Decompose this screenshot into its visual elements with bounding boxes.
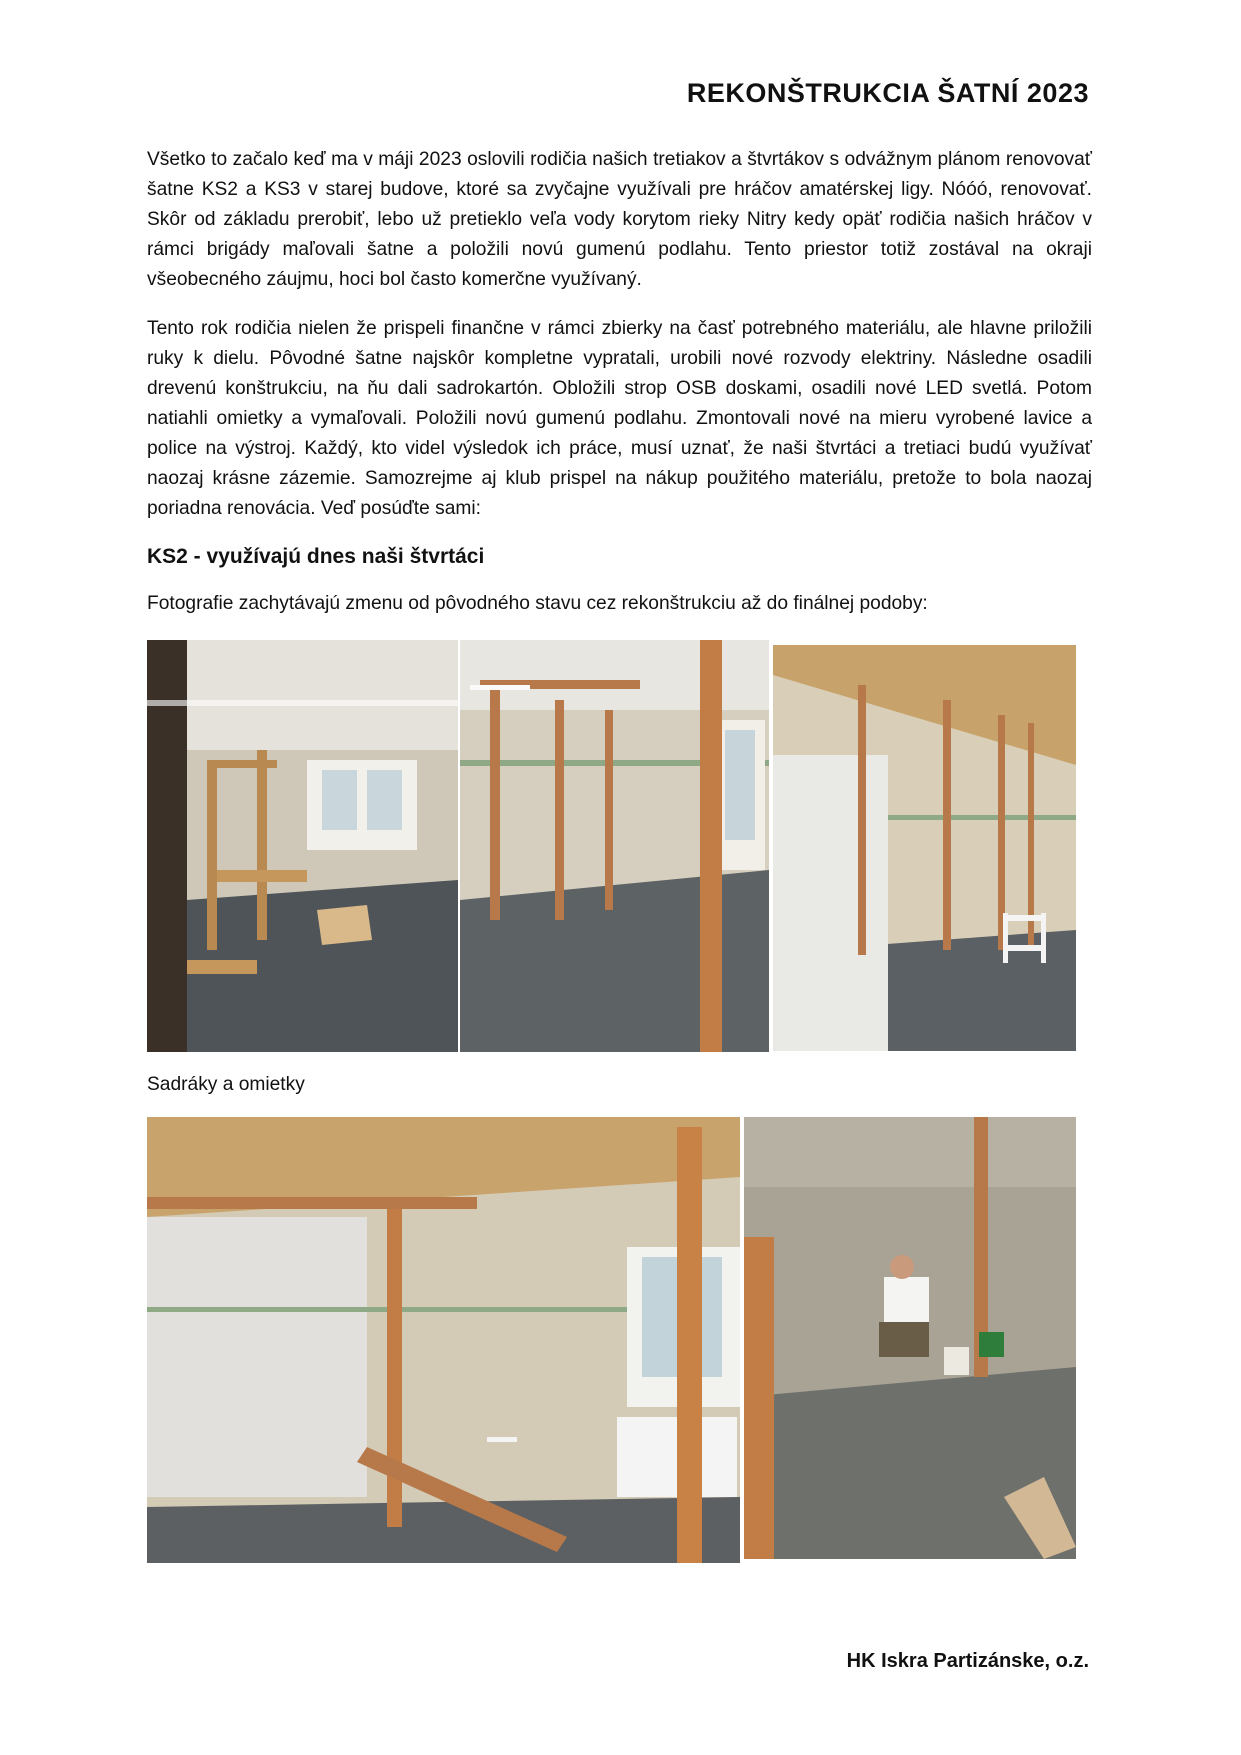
photo-plaster-work (147, 1117, 740, 1563)
photo-drywall-installation (773, 645, 1076, 1051)
photo-caption: Sadráky a omietky (147, 1074, 305, 1095)
photo-worker-plastering (744, 1117, 1076, 1559)
photos-intro-text: Fotografie zachytávajú zmenu od pôvodného stavu cez rekonštrukciu až do finálnej podoby: (147, 593, 928, 614)
photo-original-locker-room (147, 640, 458, 1052)
intro-paragraph: Všetko to začalo keď ma v máji 2023 oslovili rodičia našich tretiakov a štvrtákov s odvážnym plánom renovovať šatne KS2 a KS3 v starej budove, ktoré sa zvyčajne využívali pre hráčov amatérskej ligy. Nóóó, renovovať. Skôr od základu prerobiť, lebo už pretieklo veľa vody korytom rieky Nitry kedy opäť rodičia našich hráčov v rámci brigády maľovali šatne a položili novú gumenú podlahu. Tento priestor totiž zostával na okraji všeobecného záujmu, hoci bol často komerčne využívaný. (147, 149, 1092, 290)
footer-organization: HK Iskra Partizánske, o.z. (846, 1650, 1089, 1672)
renovation-paragraph: Tento rok rodičia nielen že prispeli finančne v rámci zbierky na časť potrebného materiálu, ale hlavne priložili ruky k dielu. Pôvodné šatne najskôr kompletne vypratali, urobili nové rozvody elektriny. Následne osadili drevenú konštrukciu, na ňu dali sadrokartón. Obložili strop OSB doskami, osadili nové LED svetlá. Potom natiahli omietky a vymaľovali. Položili novú gumenú podlahu. Zmontovali nové na mieru vyrobené lavice a police na výstroj. Každý, kto videl výsledok ich práce, musí uznať, že naši štvrtáci a tretiaci budú využívať naozaj krásne zázemie. Samozrejme aj klub prispel na nákup použitého materiálu, pretože to bola naozaj poriadna renovácia. Veď posúďte sami: (147, 318, 1092, 519)
section-heading: KS2 - využívajú dnes naši štvrtáci (147, 545, 485, 568)
document-title: REKONŠTRUKCIA ŠATNÍ 2023 (686, 78, 1089, 108)
photo-wooden-frame (460, 640, 769, 1052)
